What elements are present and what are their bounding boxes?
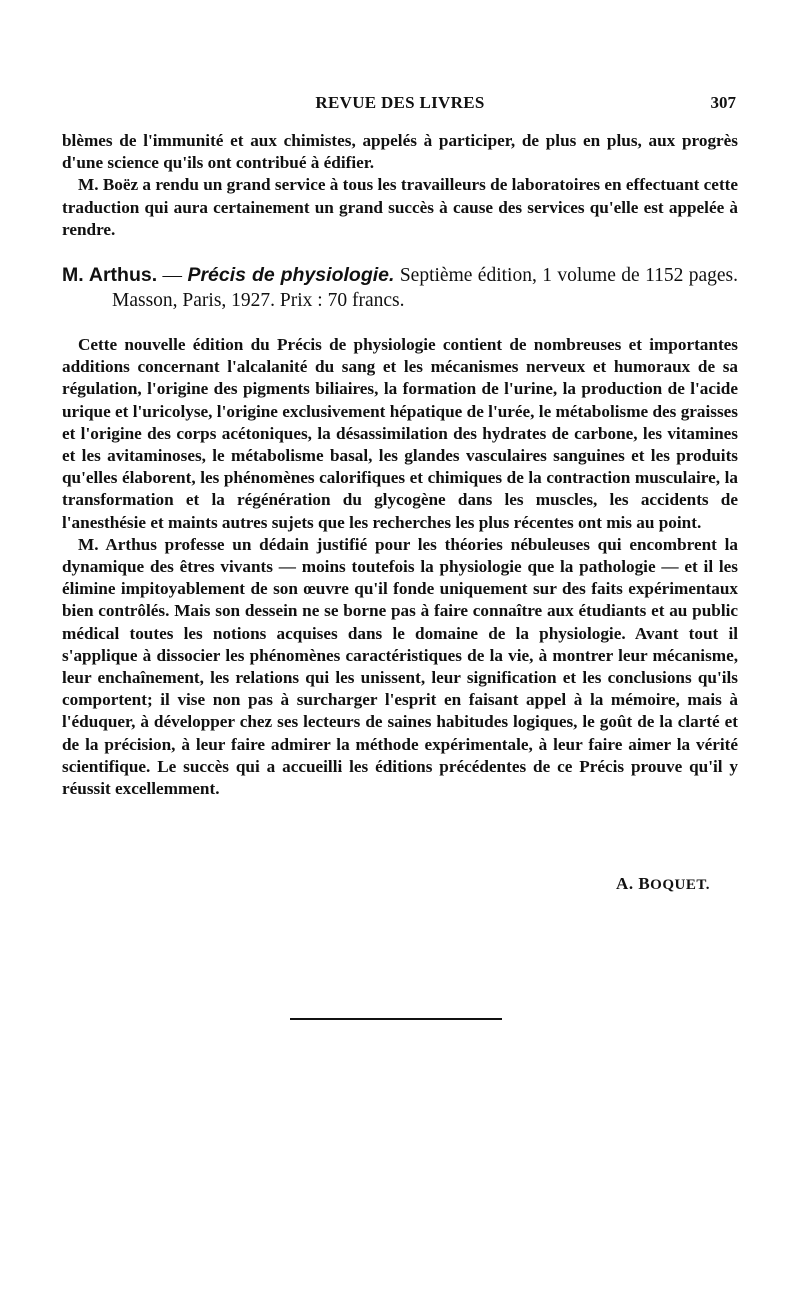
heading-dash: — [157, 265, 188, 286]
previous-review-end [62, 130, 738, 241]
review-author: M. Arthus. [62, 264, 158, 286]
previous-review-paragraph: blèmes de l'immunité et aux chimistes, appelés à participer, de plus en plus, aux progrès d'une science qu'ils ont contribué à édifier. [62, 131, 738, 173]
review-book-title: Précis de physiologie. [187, 264, 395, 286]
review-publication-info: Septième édition, 1 volume de 1152 pages. Masson, Paris, 1927. Prix : 70 francs. [112, 265, 739, 311]
review-paragraph: M. Arthus professe un dédain justifié pour les théories nébuleuses qui encombrent la dynamique des êtres vivants — moins toutefois la physiologie que la pathologie — et il les élimine impitoyablement de son œuvre qu'il fonde uniquement sur des faits expérimentaux bien contrôlés. Mais son dessein ne se borne pas à faire connaître aux étudiants et au public médical toutes les notions acquises dans le domaine de la physiologie. Avant tout il s'applique à dissocier les phénomènes caractéristiques de la vie, à montrer leur mécanisme, leur enchaînement, les relations qui les unissent, leur signification et les conclusions qu'ils comportent; il vise non pas à surcharger l'esprit en faisant appel à la mémoire, mais à l'éduquer, à développer chez ses lecteurs de saines habitudes logiques, le goût de la clarté et de la précision, à leur faire admirer la méthode expérimentale, à leur faire aimer la vérité scientifique. Le succès qui a accueilli les éditions précédentes de ce Précis prouve qu'il y réussit excellemment. [62, 534, 738, 799]
review-body [62, 334, 738, 800]
journal-page [62, 0, 738, 1304]
reviewer-signature [616, 874, 710, 894]
signature-surname: OQUET. [650, 877, 710, 893]
running-head [62, 93, 738, 115]
section-end-rule [290, 1018, 502, 1020]
review-paragraph: Cette nouvelle édition du Précis de physiologie contient de nombreuses et importantes additions concernant l'alcalanité du sang et les mécanismes nerveux et humoraux de sa régulation, l'origine des pigments biliaires, la formation de l'urine, la production de l'acide urique et l'uricolyse, l'origine exclusivement hépatique de l'urée, le métabolisme des graisses et l'origine des corps acétoniques, la désassimilation des hydrates de carbone, les vitamines et les avitaminoses, le métabolisme basal, les glandes vasculaires sanguines et les produits qu'elles élaborent, les phénomènes calorifiques et chimiques de la contraction musculaire, la transformation et la régénération du glycogène dans les muscles, les accidents de l'anesthésie et maints autres sujets que les recherches les plus récentes ont mis au point. [62, 335, 738, 532]
signature-initial: A. B [616, 874, 651, 893]
page-number: 307 [710, 93, 736, 112]
review-heading [62, 263, 738, 313]
previous-review-paragraph: M. Boëz a rendu un grand service à tous les travailleurs de laboratoires en effectuant cette traduction qui aura certainement un grand succès à cause des services qu'elle est appelée à rendre. [62, 175, 739, 239]
running-title: REVUE DES LIVRES [315, 93, 485, 112]
